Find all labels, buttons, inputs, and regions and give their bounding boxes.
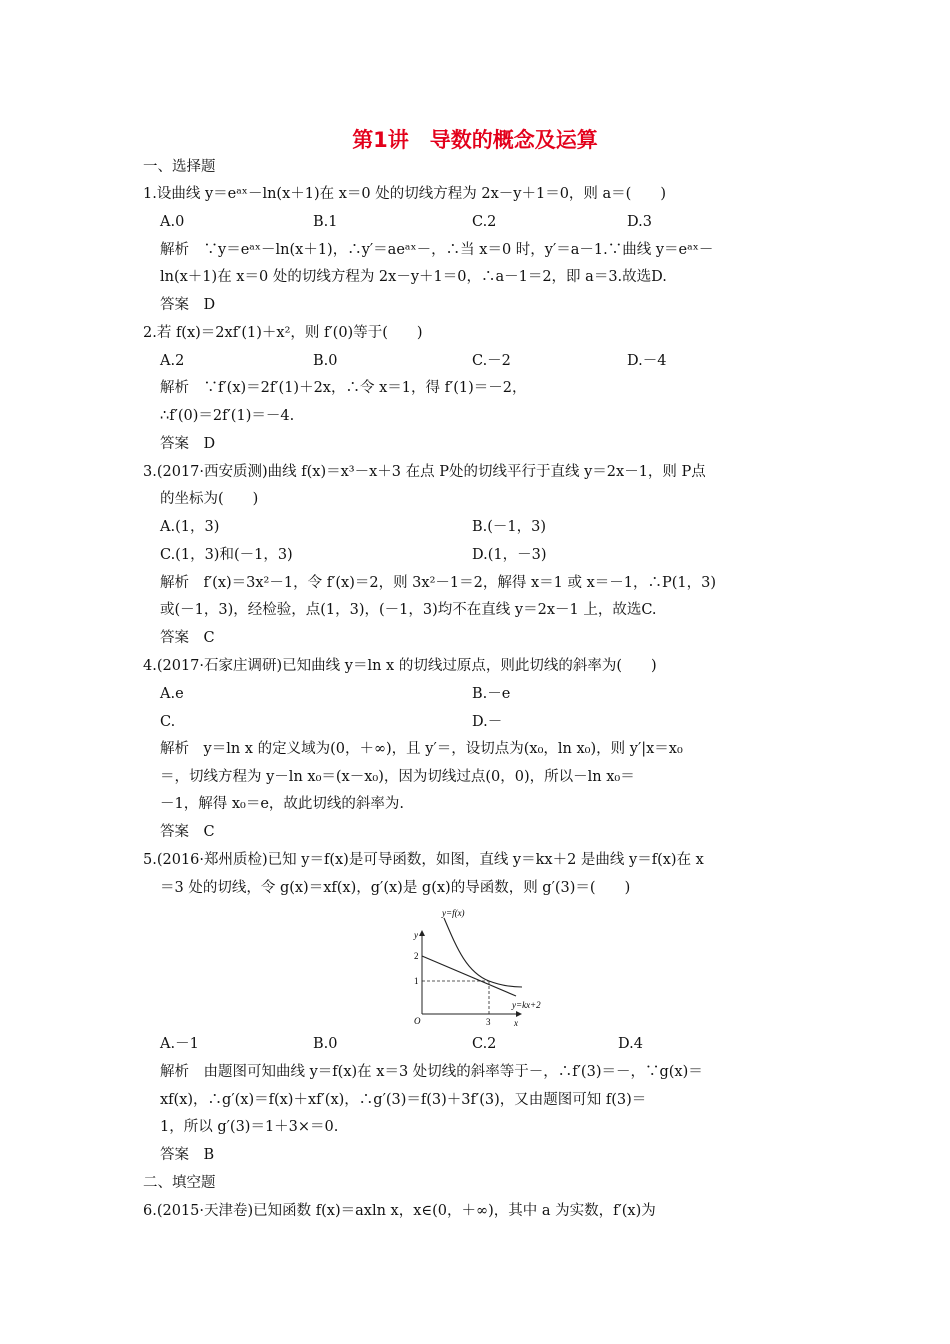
q4-option-c: C. [160, 714, 176, 730]
q4-analysis-line-3: －1，解得 x₀＝e，故此切线的斜率为. [160, 796, 405, 812]
q1-option-b: B.1 [313, 214, 338, 230]
q1-answer: 答案 D [160, 297, 216, 313]
q4-analysis-line-1: 解析 y＝ln x 的定义域为(0，＋∞)，且 y′＝，设切点为(x₀，ln x₀)，则 y′|x＝x₀ [160, 741, 683, 757]
q2-option-a: A.2 [160, 353, 185, 369]
tangent-line [422, 956, 516, 996]
q2-analysis-line-2: ∴f′(0)＝2f′(1)＝－4. [160, 408, 295, 424]
q4-option-d: D.－ [472, 714, 503, 730]
question-6-stem: 6.(2015·天津卷)已知函数 f(x)＝axln x，x∈(0，＋∞)，其中 a 为实数，f′(x)为 [143, 1203, 656, 1219]
tick-y-2: 2 [414, 951, 419, 961]
q2-option-c: C.－2 [472, 353, 511, 369]
question-3-stem-line-2: 的坐标为( ) [160, 491, 259, 507]
q5-option-c: C.2 [472, 1036, 497, 1052]
tick-y-1: 1 [414, 976, 419, 986]
q2-analysis-line-1: 解析 ∵f′(x)＝2f′(1)＋2x，∴令 x＝1，得 f′(1)＝－2， [160, 380, 527, 396]
q2-option-d: D.－4 [627, 353, 667, 369]
y-axis-arrow [419, 930, 425, 936]
question-5-stem-line-2: ＝3 处的切线，令 g(x)＝xf(x)，g′(x)是 g(x)的导函数，则 g′(3)＝( ) [160, 880, 631, 896]
q1-analysis-line-2: ln(x＋1)在 x＝0 处的切线方程为 2x－y＋1＝0，∴a－1＝2，即 a＝3.故选D. [160, 269, 667, 285]
q4-option-a: A.e [160, 686, 184, 702]
q4-option-b: B.－e [472, 686, 511, 702]
q2-option-b: B.0 [313, 353, 338, 369]
section-heading-choice: 一、选择题 [143, 159, 216, 175]
q5-analysis-line-1: 解析 由题图可知曲线 y＝f(x)在 x＝3 处切线的斜率等于－，∴f′(3)＝－，∵g(x)＝ [160, 1064, 703, 1080]
x-axis-arrow [516, 1011, 522, 1017]
q5-option-b: B.0 [313, 1036, 338, 1052]
curve-fx [444, 918, 522, 987]
q5-analysis-line-2: xf(x)，∴g′(x)＝f(x)＋xf′(x)，∴g′(3)＝f(3)＋3f′(3)，又由题图可知 f(3)＝ [160, 1092, 647, 1108]
q3-option-c: C.(1，3)和(－1，3) [160, 547, 293, 563]
page-title: 第1讲 导数的概念及运算 [352, 128, 598, 152]
q5-option-a: A.－1 [160, 1036, 199, 1052]
question-3-stem-line-1: 3.(2017·西安质测)曲线 f(x)＝x³－x＋3 在点 P处的切线平行于直线 y＝2x－1，则 P点 [143, 464, 706, 480]
origin-label: O [414, 1016, 421, 1026]
tick-x-3: 3 [486, 1017, 491, 1026]
q1-analysis-line-1: 解析 ∵y＝eᵃˣ－ln(x＋1)，∴y′＝aeᵃˣ－，∴当 x＝0 时，y′＝a－1.∵曲线 y＝eᵃˣ－ [160, 242, 714, 258]
q3-option-d: D.(1，－3) [472, 547, 547, 563]
q2-answer: 答案 D [160, 436, 216, 452]
y-axis-label: y [414, 930, 418, 940]
section-heading-fill: 二、填空题 [143, 1175, 216, 1191]
question-5-stem-line-1: 5.(2016·郑州质检)已知 y＝f(x)是可导函数，如图，直线 y＝kx＋2 是曲线 y＝f(x)在 x [143, 852, 704, 868]
q5-option-d: D.4 [618, 1036, 643, 1052]
q3-option-b: B.(－1，3) [472, 519, 547, 535]
q3-answer: 答案 C [160, 630, 215, 646]
question-2-stem: 2.若 f(x)＝2xf′(1)＋x²，则 f′(0)等于( ) [143, 325, 423, 341]
q4-analysis-line-2: ＝，切线方程为 y－ln x₀＝(x－x₀)，因为切线过点(0，0)，所以－ln x₀＝ [160, 769, 635, 785]
q1-option-d: D.3 [627, 214, 652, 230]
tangent-line-figure [404, 906, 564, 1026]
q4-answer: 答案 C [160, 824, 215, 840]
question-1-stem: 1.设曲线 y＝eᵃˣ－ln(x＋1)在 x＝0 处的切线方程为 2x－y＋1＝0，则 a＝( ) [143, 186, 666, 202]
q1-option-a: A.0 [160, 214, 185, 230]
q3-option-a: A.(1，3) [160, 519, 220, 535]
curve-label: y=f(x) [442, 908, 465, 918]
q3-analysis-line-2: 或(－1，3)，经检验，点(1，3)，(－1，3)均不在直线 y＝2x－1 上，故选C. [160, 602, 657, 618]
q5-answer: 答案 B [160, 1147, 215, 1163]
q3-analysis-line-1: 解析 f′(x)＝3x²－1，令 f′(x)＝2，则 3x²－1＝2，解得 x＝1 或 x＝－1，∴P(1，3) [160, 575, 717, 591]
question-4-stem: 4.(2017·石家庄调研)已知曲线 y＝ln x 的切线过原点，则此切线的斜率为( ) [143, 658, 657, 674]
line-label: y=kx+2 [512, 1000, 541, 1010]
x-axis-label: x [514, 1018, 518, 1026]
q5-analysis-line-3: 1，所以 g′(3)＝1＋3×＝0. [160, 1119, 339, 1135]
q1-option-c: C.2 [472, 214, 497, 230]
